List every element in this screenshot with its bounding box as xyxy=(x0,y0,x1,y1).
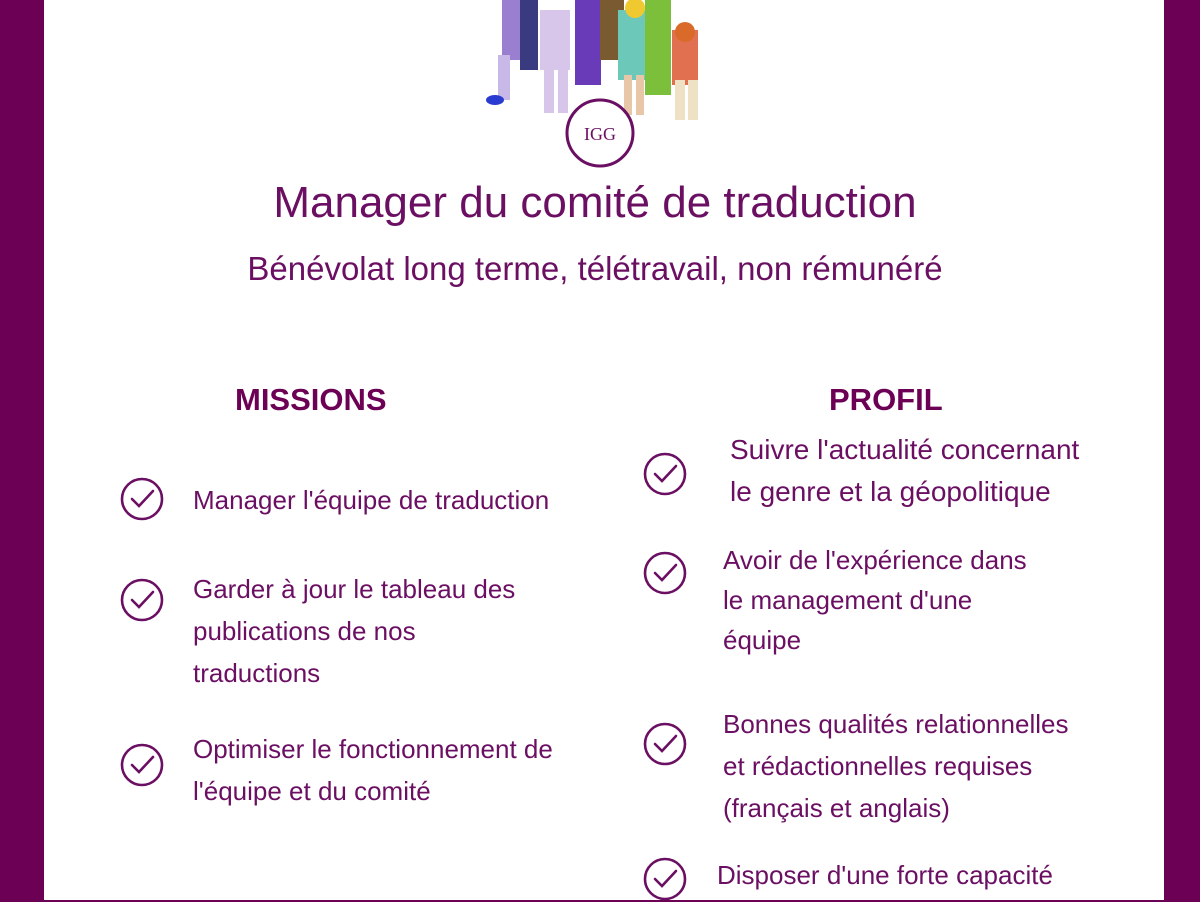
check-circle-icon xyxy=(642,721,688,767)
item-line: (français et anglais) xyxy=(723,793,950,823)
item-line: Suivre l'actualité concernant xyxy=(730,434,1080,465)
check-circle-icon xyxy=(119,577,165,623)
people-illustration xyxy=(440,0,740,175)
item-line: le genre et la géopolitique xyxy=(730,476,1051,507)
missions-item-2 xyxy=(193,568,515,694)
item-line: et rédactionnelles requises xyxy=(723,751,1033,781)
page-subtitle: Bénévolat long terme, télétravail, non rémunéré xyxy=(247,250,943,287)
missions-heading: MISSIONS xyxy=(235,382,387,417)
item-line: Optimiser le fonctionnement de xyxy=(193,734,553,764)
igg-logo xyxy=(567,100,633,166)
profil-item-1 xyxy=(730,429,1079,513)
item-line: Bonnes qualités relationnelles xyxy=(723,709,1069,739)
check-circle-icon xyxy=(119,476,165,522)
item-line: le management d'une xyxy=(723,585,973,615)
item-line: équipe xyxy=(723,625,802,655)
check-circle-icon xyxy=(642,856,688,902)
missions-item-1 xyxy=(193,479,549,521)
item-line: Disposer d'une forte capacité xyxy=(717,860,1053,890)
profil-item-2 xyxy=(723,540,1027,660)
profil-item-3 xyxy=(723,703,1068,829)
check-circle-icon xyxy=(642,550,688,596)
page-title: Manager du comité de traduction xyxy=(273,178,917,227)
item-line: publications de nos xyxy=(193,616,416,646)
item-line: Garder à jour le tableau des xyxy=(193,574,516,604)
item-line: traductions xyxy=(193,658,321,688)
item-line: Manager l'équipe de traduction xyxy=(193,485,550,515)
item-line: Avoir de l'expérience dans xyxy=(723,545,1027,575)
check-circle-icon xyxy=(642,451,688,497)
profil-item-4 xyxy=(717,854,1053,896)
item-line: l'équipe et du comité xyxy=(193,776,431,806)
check-circle-icon xyxy=(119,742,165,788)
logo-text: IGG xyxy=(584,124,616,144)
profil-heading: PROFIL xyxy=(829,382,943,417)
missions-item-3 xyxy=(193,728,553,812)
